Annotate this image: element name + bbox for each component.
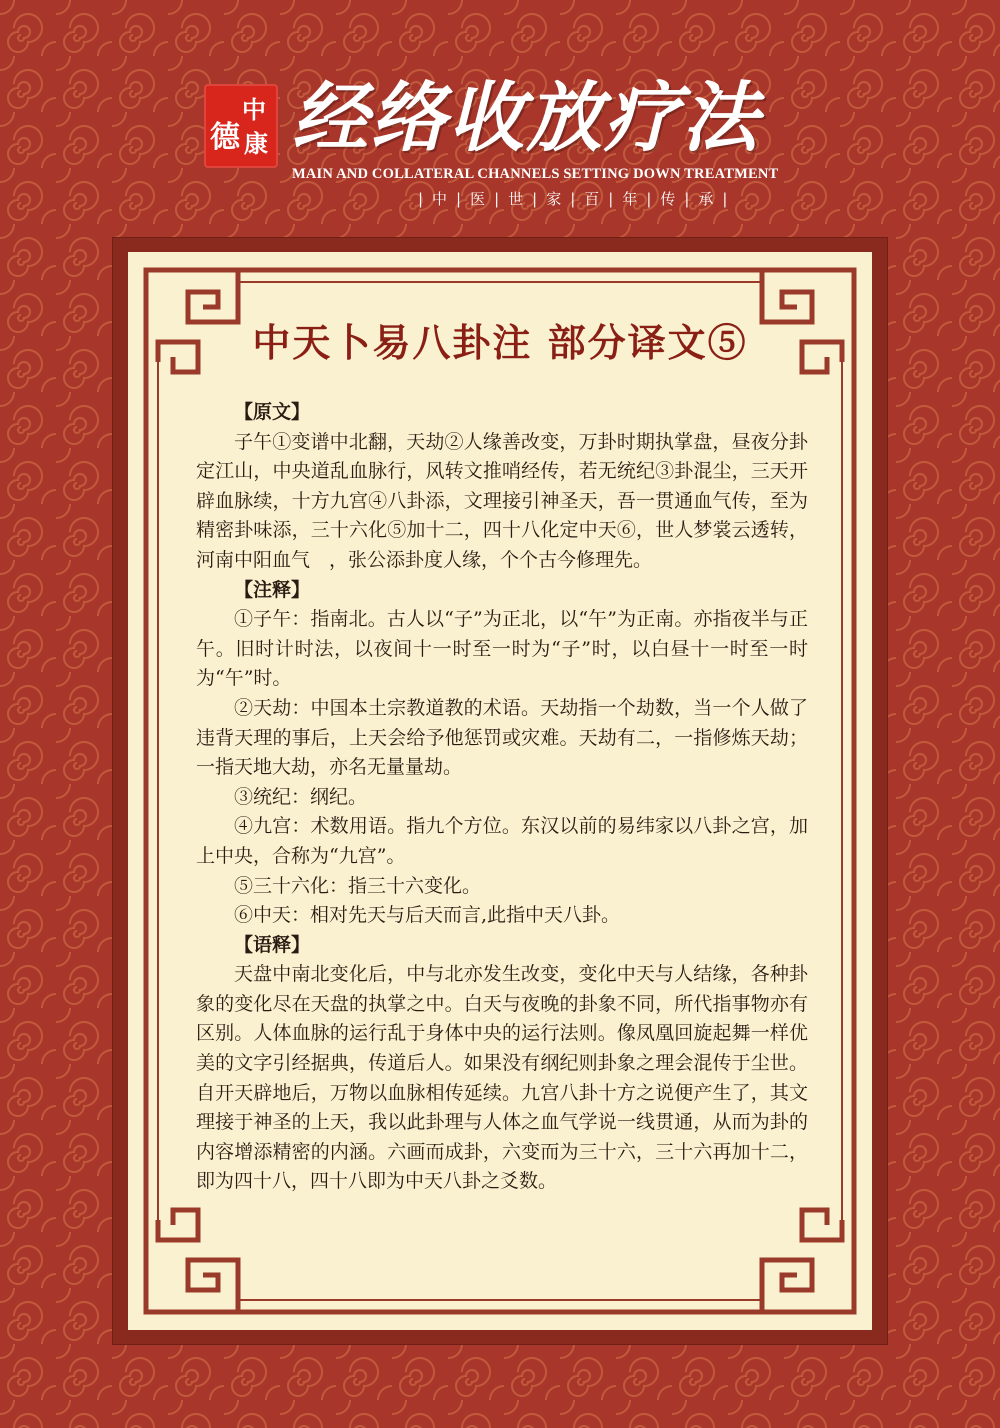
note-3: ③统纪：纲纪。	[234, 785, 368, 808]
document-body	[196, 398, 808, 1197]
notes-heading: 【注释】	[234, 578, 311, 601]
translation-heading: 【语释】	[234, 933, 311, 956]
seal-char-3: 康	[244, 129, 268, 158]
english-subtitle: MAIN AND COLLATERAL CHANNELS SETTING DOWN TREATMENT	[292, 166, 779, 182]
original-heading: 【原文】	[234, 401, 311, 423]
note-6: ⑥中天：相对先天与后天而言,此指中天八卦。	[234, 904, 621, 927]
note-5: ⑤三十六化：指三十六变化。	[234, 874, 482, 897]
seal-char-1: 中	[242, 95, 266, 124]
logo-seal	[204, 84, 278, 168]
original-text: 子午①变谱中北翻，天劫②人缘善改变，万卦时期执掌盘，昼夜分卦定江山，中央道乱血脉行，风转文推哨经传，若无统纪③卦混尘，三天开辟血脉续，十方九宫④八卦添，文理接引神圣天，吾一贯通血气传，至为精密卦味添，三十六化⑤加十二，四十八化定中天⑥，世人梦裳云透转，河南中阳血气 ，张公添卦度人缘，个个古今修理先。	[196, 430, 808, 571]
note-1: ①子午：指南北。古人以“子”为正北，以“午”为正南。亦指夜半与正午。旧时计时法，以夜间十一时至一时为“子”时，以白昼十一时至一时为“午”时。	[196, 608, 808, 690]
main-title: 经络收放疗法	[292, 73, 760, 162]
document-title: 中天卜易八卦注 部分译文⑤	[252, 320, 748, 365]
seal-char-2: 德	[210, 120, 240, 155]
note-4: ④九宫：术数用语。指九个方位。东汉以前的易纬家以八卦之宫，加上中央，合称为“九宫”。	[196, 815, 808, 867]
tagline: |中|医|世|家|百|年|传|承|	[418, 190, 737, 208]
translation-text: 天盘中南北变化后，中与北亦发生改变，变化中天与人结缘，各种卦象的变化尽在天盘的执掌之中。白天与夜晚的卦象不同，所代指事物亦有区别。人体血脉的运行乱于身体中央的运行法则。像凤凰回旋起舞一样优美的文字引经据典，传道后人。如果没有纲纪则卦象之理会混传于尘世。自开天辟地后，万物以血脉相传延续。九宫八卦十方之说便产生了，其文理接于神圣的上天，我以此卦理与人体之血气学说一线贯通，从而为卦的内容增添精密的内涵。六画而成卦，六变而为三十六，三十六再加十二，即为四十八，四十八即为中天八卦之爻数。	[196, 963, 808, 1193]
note-2: ②天劫：中国本土宗教道教的术语。天劫指一个劫数，当一个人做了违背天理的事后，上天会给予他惩罚或灾难。天劫有二，一指修炼天劫；一指天地大劫，亦名无量量劫。	[196, 696, 808, 779]
